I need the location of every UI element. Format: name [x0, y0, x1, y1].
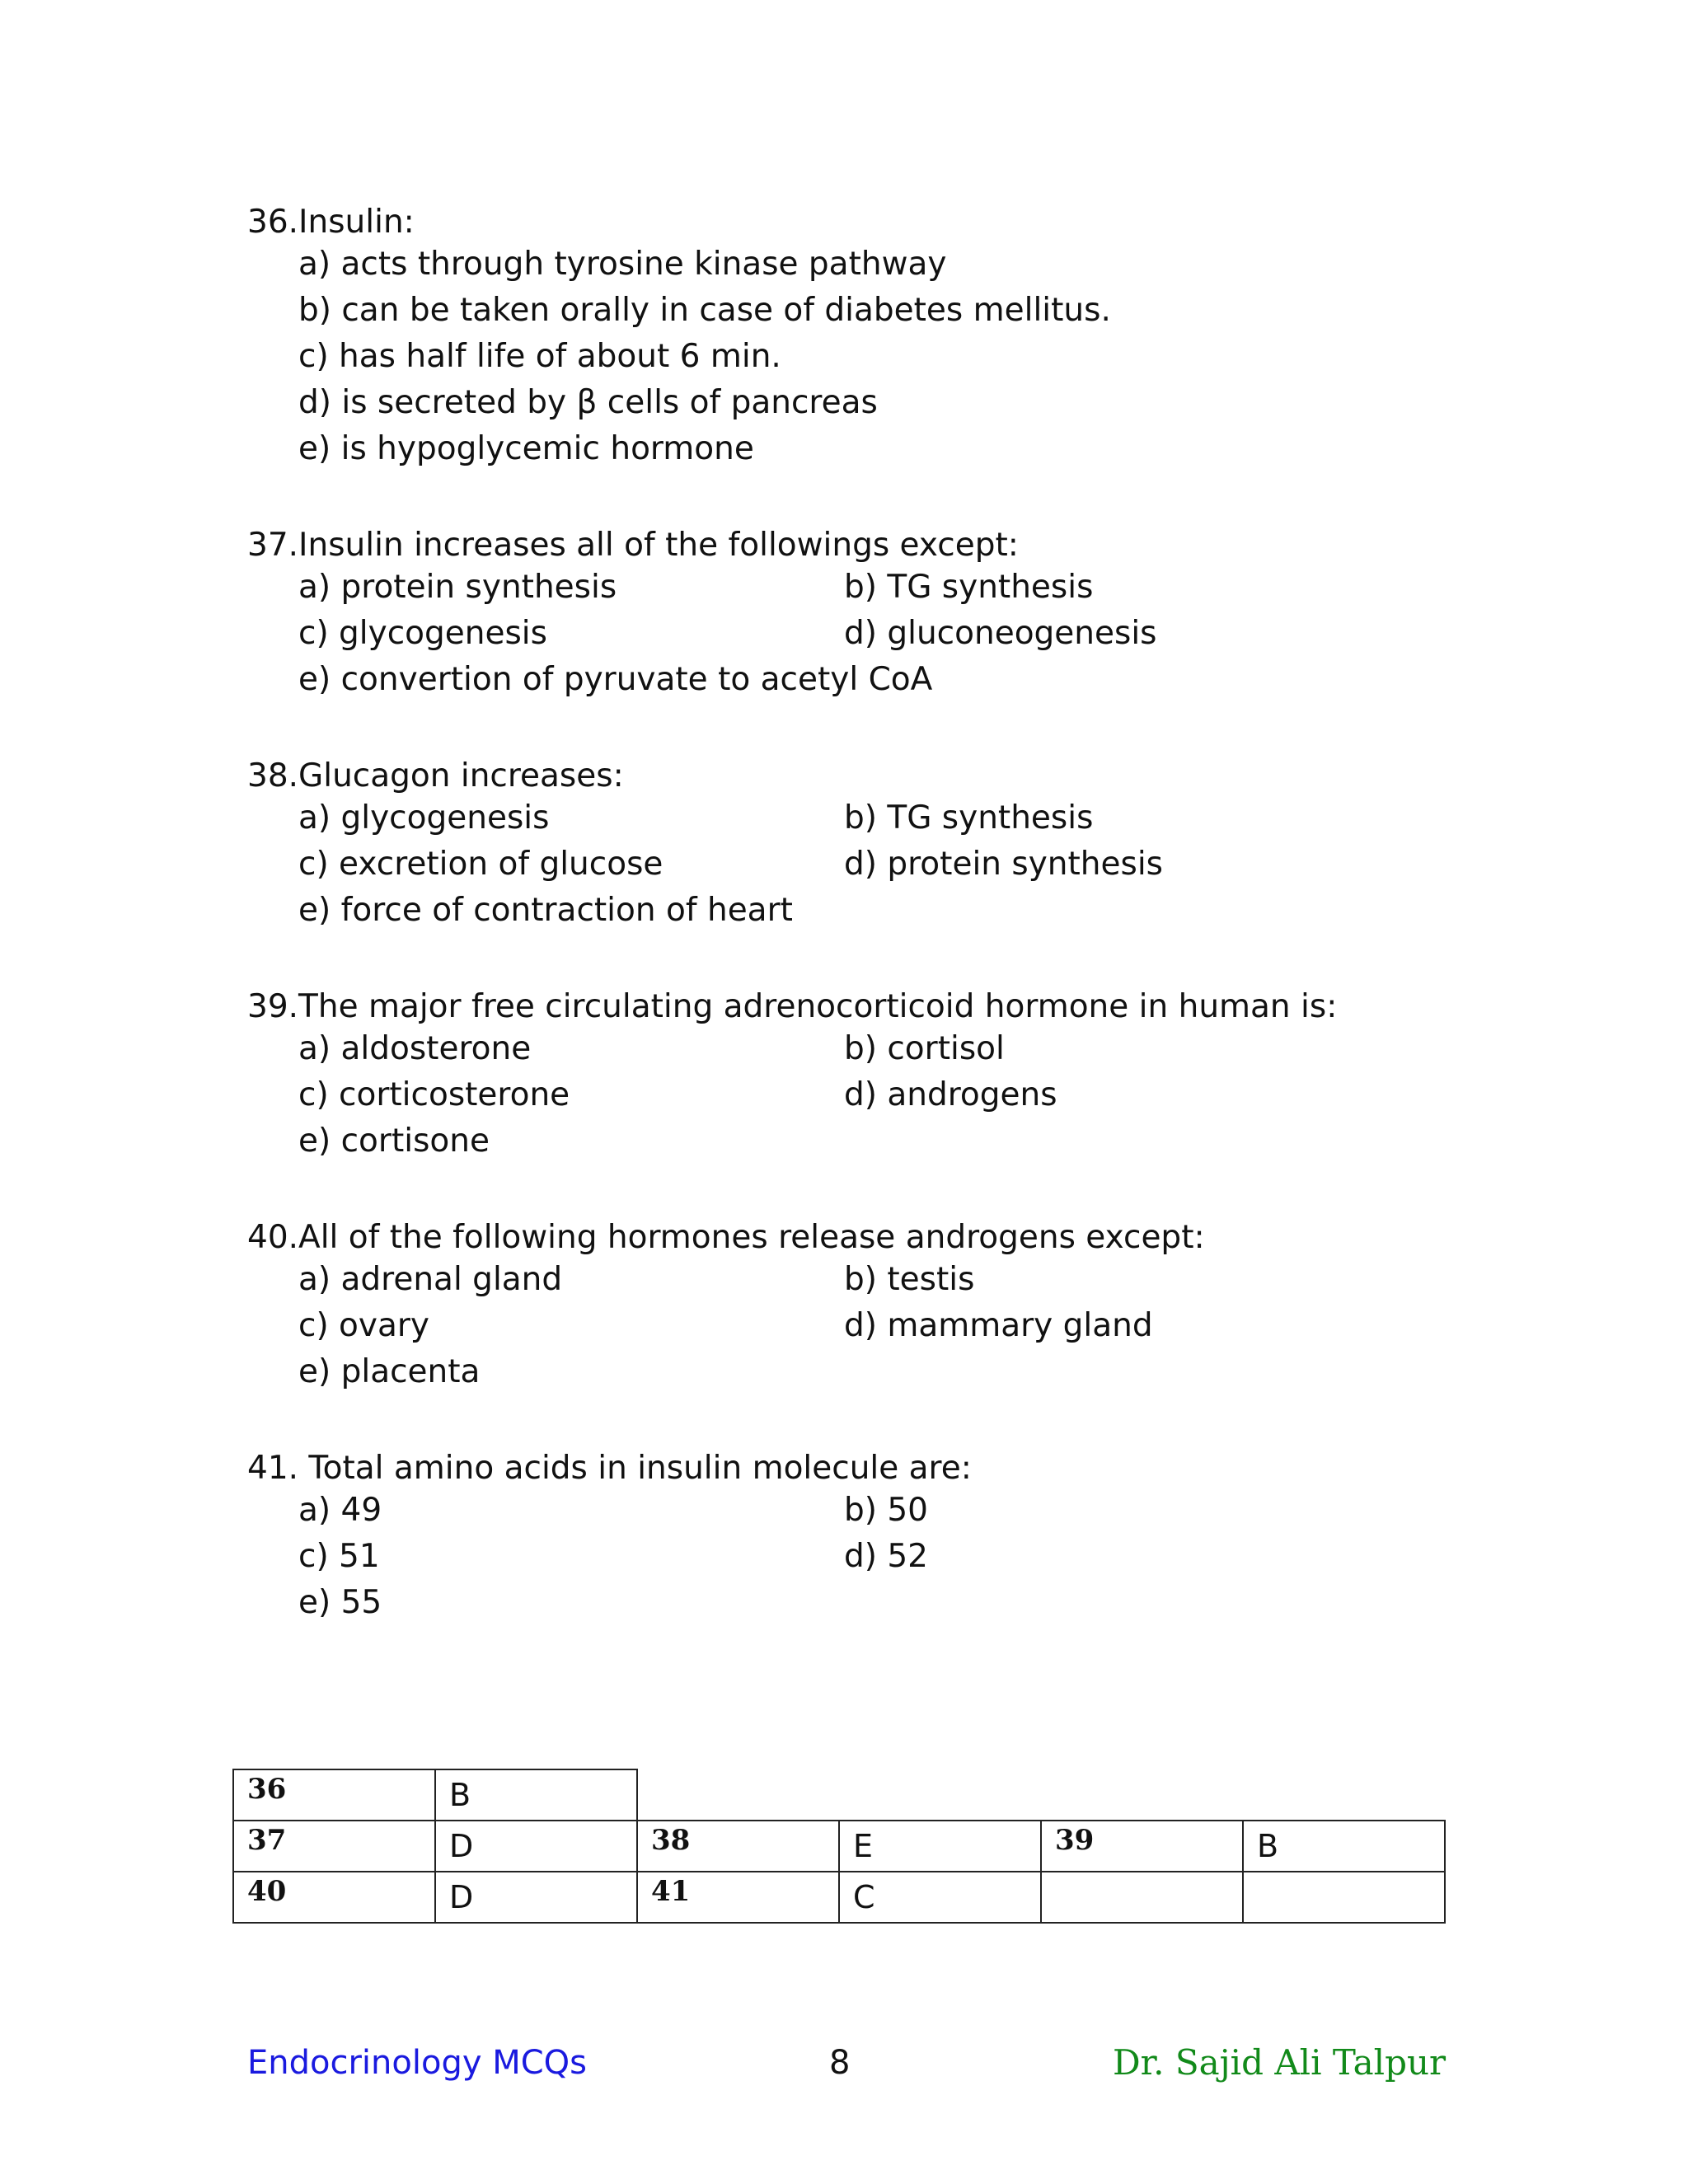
table-row	[233, 1872, 1445, 1923]
answer-cell: E	[839, 1821, 1041, 1872]
option-a: a) acts through tyrosine kinase pathway	[298, 246, 947, 283]
option-e: e) placenta	[298, 1353, 481, 1390]
option-c: c) excretion of glucose	[298, 846, 663, 883]
option-b: b) can be taken orally in case of diabetes mellitus.	[298, 292, 1111, 329]
footer-book-title: Endocrinology MCQs	[247, 2044, 587, 2082]
question-41	[247, 1446, 972, 1492]
table-row	[233, 1821, 1445, 1872]
answer-key-table	[232, 1769, 1446, 1924]
option-d: d) mammary gland	[844, 1307, 1153, 1344]
question-stem: 37.Insulin increases all of the followings except:	[247, 527, 1019, 564]
option-b: b) TG synthesis	[844, 799, 1094, 837]
question-number-cell: 39	[1041, 1821, 1243, 1872]
option-b: b) testis	[844, 1261, 975, 1298]
question-36	[247, 199, 415, 246]
answer-cell: B	[435, 1769, 637, 1821]
option-a: a) aldosterone	[298, 1030, 532, 1067]
empty-cell	[1041, 1872, 1243, 1923]
answer-cell: D	[435, 1821, 637, 1872]
question-stem: 40.All of the following hormones release androgens except:	[247, 1219, 1205, 1256]
option-c: c) glycogenesis	[298, 615, 547, 652]
option-e: e) force of contraction of heart	[298, 892, 793, 929]
question-stem: 41. Total amino acids in insulin molecule are:	[247, 1450, 972, 1487]
option-e: e) cortisone	[298, 1122, 490, 1160]
empty-cell	[1243, 1769, 1445, 1821]
table-row	[233, 1769, 1445, 1821]
option-d: d) is secreted by β cells of pancreas	[298, 384, 878, 421]
question-number-cell: 38	[637, 1821, 839, 1872]
empty-cell	[839, 1769, 1041, 1821]
option-d: d) protein synthesis	[844, 846, 1163, 883]
option-c: c) ovary	[298, 1307, 430, 1344]
option-b: b) cortisol	[844, 1030, 1005, 1067]
question-37	[247, 523, 1019, 569]
answer-cell: C	[839, 1872, 1041, 1923]
empty-cell	[1243, 1872, 1445, 1923]
empty-cell	[637, 1769, 839, 1821]
option-d: d) androgens	[844, 1076, 1057, 1113]
question-39	[247, 984, 1337, 1030]
question-38	[247, 753, 624, 799]
option-b: b) 50	[844, 1492, 928, 1529]
footer-author: Dr. Sajid Ali Talpur	[1113, 2042, 1447, 2083]
question-number-cell: 40	[233, 1872, 435, 1923]
question-40	[247, 1215, 1205, 1261]
question-stem: 38.Glucagon increases:	[247, 757, 624, 794]
question-stem: 36.Insulin:	[247, 204, 415, 241]
option-e: e) is hypoglycemic hormone	[298, 430, 754, 467]
footer-page-number: 8	[829, 2044, 851, 2082]
option-a: a) 49	[298, 1492, 382, 1529]
option-e: e) convertion of pyruvate to acetyl CoA	[298, 661, 933, 698]
option-d: d) gluconeogenesis	[844, 615, 1157, 652]
option-c: c) corticosterone	[298, 1076, 570, 1113]
option-a: a) protein synthesis	[298, 569, 617, 606]
option-a: a) glycogenesis	[298, 799, 550, 837]
question-number-cell: 36	[233, 1769, 435, 1821]
option-a: a) adrenal gland	[298, 1261, 563, 1298]
option-d: d) 52	[844, 1538, 928, 1575]
question-number-cell: 41	[637, 1872, 839, 1923]
option-e: e) 55	[298, 1584, 382, 1621]
empty-cell	[1041, 1769, 1243, 1821]
option-c: c) 51	[298, 1538, 380, 1575]
question-number-cell: 37	[233, 1821, 435, 1872]
answer-cell: B	[1243, 1821, 1445, 1872]
option-c: c) has half life of about 6 min.	[298, 338, 781, 375]
option-b: b) TG synthesis	[844, 569, 1094, 606]
answer-cell: D	[435, 1872, 637, 1923]
question-stem: 39.The major free circulating adrenocorticoid hormone in human is:	[247, 988, 1338, 1025]
